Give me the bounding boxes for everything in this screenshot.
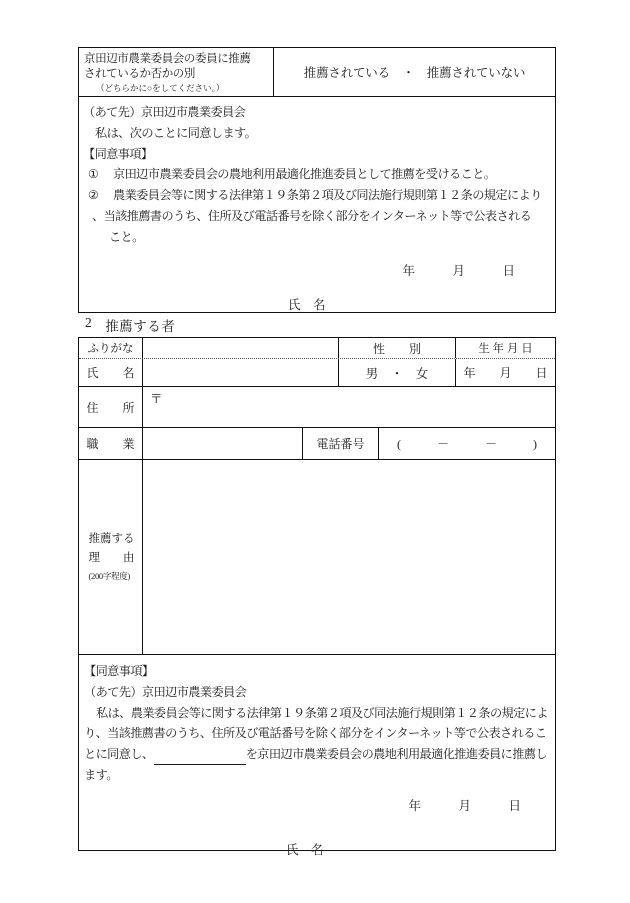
consent2-name-field[interactable]: 氏 名 [286, 842, 324, 857]
consent2-body-line2: り、当該推薦書のうち、住所及び電話番号を除く部分をインターネット等で公表されるこ [84, 726, 547, 741]
name-input-cell[interactable] [143, 359, 338, 386]
consent1-items-heading: 【同意事項】 [83, 146, 153, 161]
consent2-section [79, 655, 555, 858]
postal-mark: 〒 [150, 392, 163, 406]
gender-options[interactable]: 男 ・ 女 [338, 359, 455, 386]
nominee-name-blank-field[interactable] [154, 752, 246, 765]
phone-input-cell[interactable]: ( － － ) [378, 428, 555, 459]
status-label-note: （どちらかに○をしてください。） [96, 83, 225, 93]
birthdate-label: 生 年 月 日 [455, 338, 555, 358]
name-label: 氏 名 [79, 359, 143, 386]
consent2-body-line3-prefix: とに同意し、 [84, 747, 154, 762]
consent1-item2 [83, 185, 547, 206]
furigana-row [79, 338, 555, 359]
status-label-line1: 京田辺市農業委員会の委員に推薦 [84, 53, 251, 65]
section2-heading [85, 315, 175, 335]
section2-title: 推薦する者 [105, 319, 176, 334]
status-label-line2: されているか否かの別 [84, 67, 195, 80]
address-row [79, 387, 555, 428]
reason-row [79, 460, 555, 655]
consent2-body-line1: 私は、農業委員会等に関する法律第１９条第２項及び同法施行規則第１２条の規定によ [96, 705, 548, 720]
gender-label: 性 別 [338, 338, 455, 358]
consent2-body-line4: ます。 [84, 767, 118, 782]
address-input-cell[interactable] [143, 387, 555, 427]
reason-label-stack [87, 530, 135, 585]
recommender-table [78, 337, 556, 857]
reason-label-line3: (200字程度) [88, 570, 131, 581]
consent2-items-heading: 【同意事項】 [84, 664, 154, 678]
name-row [79, 359, 555, 387]
consent1-item2-line1: 農業委員会等に関する法律第１９条第２項及び同法施行規則第１２条の規定により [113, 188, 542, 203]
reason-label-cell [79, 460, 143, 654]
consent1-box [78, 96, 556, 313]
reason-input-cell[interactable] [143, 460, 555, 654]
section2-number: 2 [85, 315, 93, 330]
status-box [78, 47, 556, 97]
job-row [79, 428, 555, 460]
furigana-input-cell[interactable] [143, 338, 338, 358]
address-label: 住 所 [79, 387, 143, 427]
consent1-item1-text: 京田辺市農業委員会の農地利用最適化推進委員として推薦を受けること。 [113, 167, 496, 182]
job-label: 職 業 [79, 428, 143, 459]
consent1-item2-marker: ② [88, 188, 99, 203]
consent1-item1 [83, 164, 547, 185]
consent1-date-field[interactable]: 年 月 日 [402, 263, 515, 278]
reason-label-line1: 推薦する [88, 532, 135, 545]
furigana-label: ふりがな [79, 338, 143, 358]
consent2-body-line3 [84, 744, 547, 765]
status-options[interactable]: 推薦されている ・ 推薦されていない [303, 66, 526, 80]
consent1-item1-marker: ① [88, 167, 99, 182]
consent1-item2-line3: こと。 [109, 229, 144, 244]
phone-label: 電話番号 [302, 428, 378, 459]
consent1-item2-line2: 、当該推薦書のうち、住所及び電話番号を除く部分をインターネット等で公表される [92, 208, 532, 223]
birthdate-input-cell[interactable]: 年 月 日 [455, 359, 555, 386]
consent2-addressee: （あて先）京田辺市農業委員会 [84, 684, 247, 699]
consent1-name-field[interactable]: 氏 名 [288, 297, 326, 312]
consent2-body-line3-suffix: を京田辺市農業委員会の農地利用最適化推進委員に推薦し [245, 747, 547, 762]
job-input-cell[interactable] [143, 428, 302, 459]
reason-label-line2: 理 由 [88, 551, 135, 564]
consent1-addressee: （あて先）京田辺市農業委員会 [83, 105, 246, 119]
status-label-cell [79, 48, 274, 96]
consent2-date-field[interactable]: 年 月 日 [408, 798, 521, 813]
consent1-intro: 私は、次のことに同意します。 [95, 125, 257, 140]
